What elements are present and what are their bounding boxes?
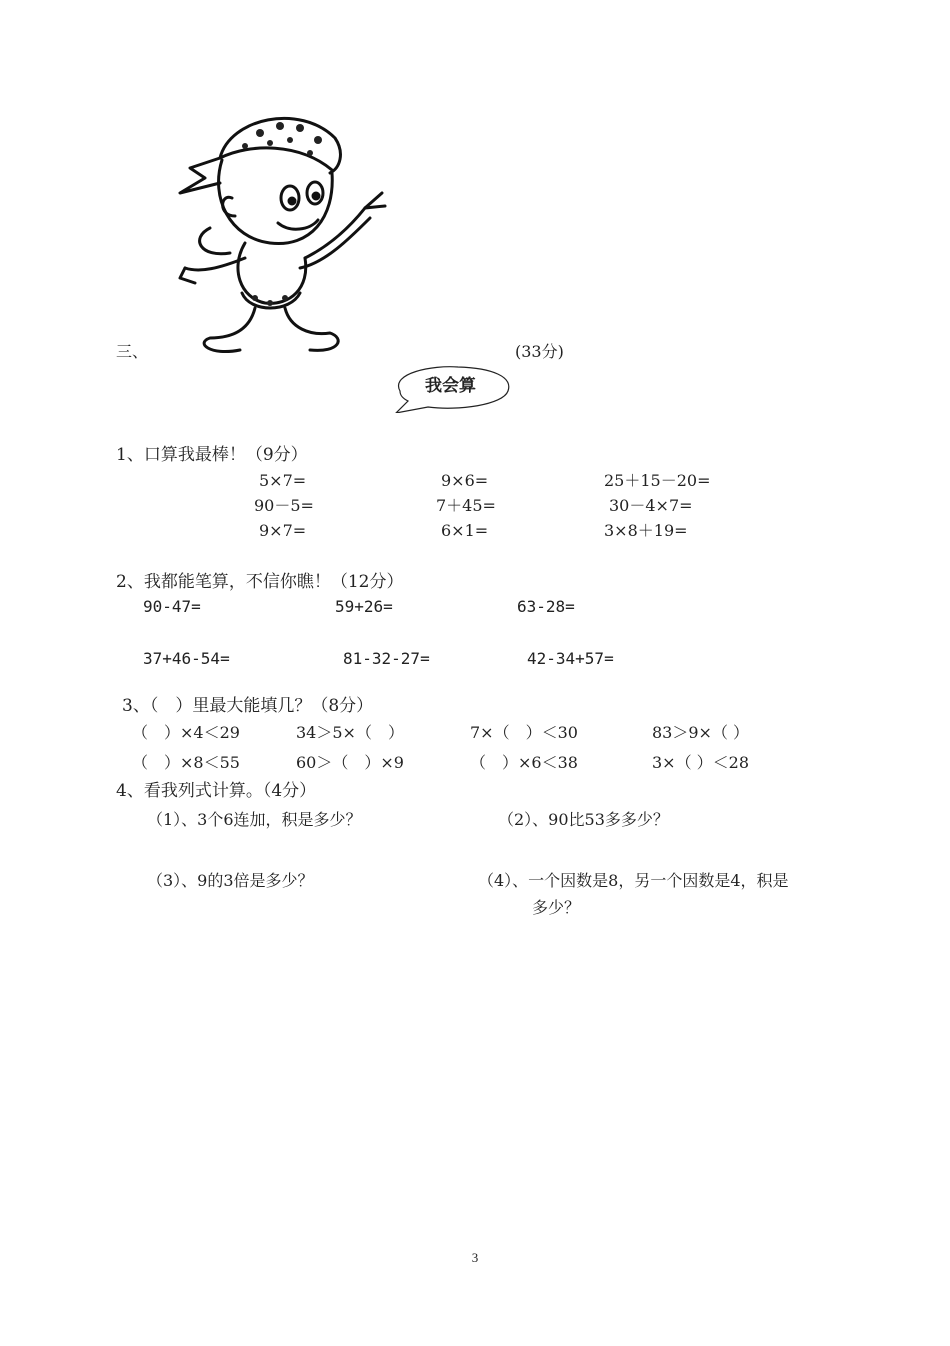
- q2-item: 90-47=: [143, 597, 201, 616]
- section-number: 三、: [116, 342, 149, 361]
- bubble-label: 我会算: [425, 376, 476, 396]
- q1-item: 25＋15－20=: [604, 471, 711, 490]
- q4-part-3: （3）、9的3倍是多少？: [147, 871, 314, 890]
- q3-item: 34＞5×（ ）: [296, 723, 404, 742]
- q3-item: 83＞9×（ ）: [652, 723, 750, 742]
- q1-item: 6×1=: [441, 521, 489, 540]
- q1-item: 30－4×7=: [609, 496, 693, 515]
- q4-part-4: （4）、一个因数是8，另一个因数是4，积是: [478, 871, 789, 890]
- q1-item: 9×6=: [441, 471, 489, 490]
- q2-item: 63-28=: [517, 597, 575, 616]
- q2-item: 59+26=: [335, 597, 393, 616]
- q1-item: 3×8＋19=: [604, 521, 688, 540]
- q4-title: 4、看我列式计算。（4分）: [116, 781, 317, 801]
- speech-bubble: [388, 363, 513, 413]
- q2-item: 42-34+57=: [527, 649, 614, 668]
- page-number: 3: [471, 1250, 479, 1265]
- q3-item: （ ）×6＜38: [470, 753, 578, 772]
- q3-item: 60＞（ ）×9: [296, 753, 404, 772]
- q3-item: 3×（ ）＜28: [652, 753, 750, 772]
- q2-title: 2、我都能笔算，不信你瞧！（12分）: [116, 572, 404, 592]
- q1-item: 90－5=: [254, 496, 314, 515]
- q3-title: 3、（ ）里最大能填几？（8分）: [122, 696, 374, 716]
- mascot-illustration: [150, 98, 400, 363]
- q3-item: （ ）×4＜29: [132, 723, 240, 742]
- q3-item: （ ）×8＜55: [132, 753, 240, 772]
- q1-item: 9×7=: [259, 521, 307, 540]
- q2-item: 37+46-54=: [143, 649, 230, 668]
- q4-part-4-cont: 多少？: [532, 898, 581, 917]
- q1-item: 7＋45=: [436, 496, 496, 515]
- q1-item: 5×7=: [259, 471, 307, 490]
- q2-item: 81-32-27=: [343, 649, 430, 668]
- q4-part-2: （2）、90比53多多少？: [498, 810, 669, 829]
- q3-item: 7×（ ）＜30: [470, 723, 578, 742]
- section-score: (33分): [515, 342, 564, 361]
- q1-title: 1、口算我最棒！（9分）: [116, 445, 308, 465]
- q4-part-1: （1）、3个6连加，积是多少？: [147, 810, 362, 829]
